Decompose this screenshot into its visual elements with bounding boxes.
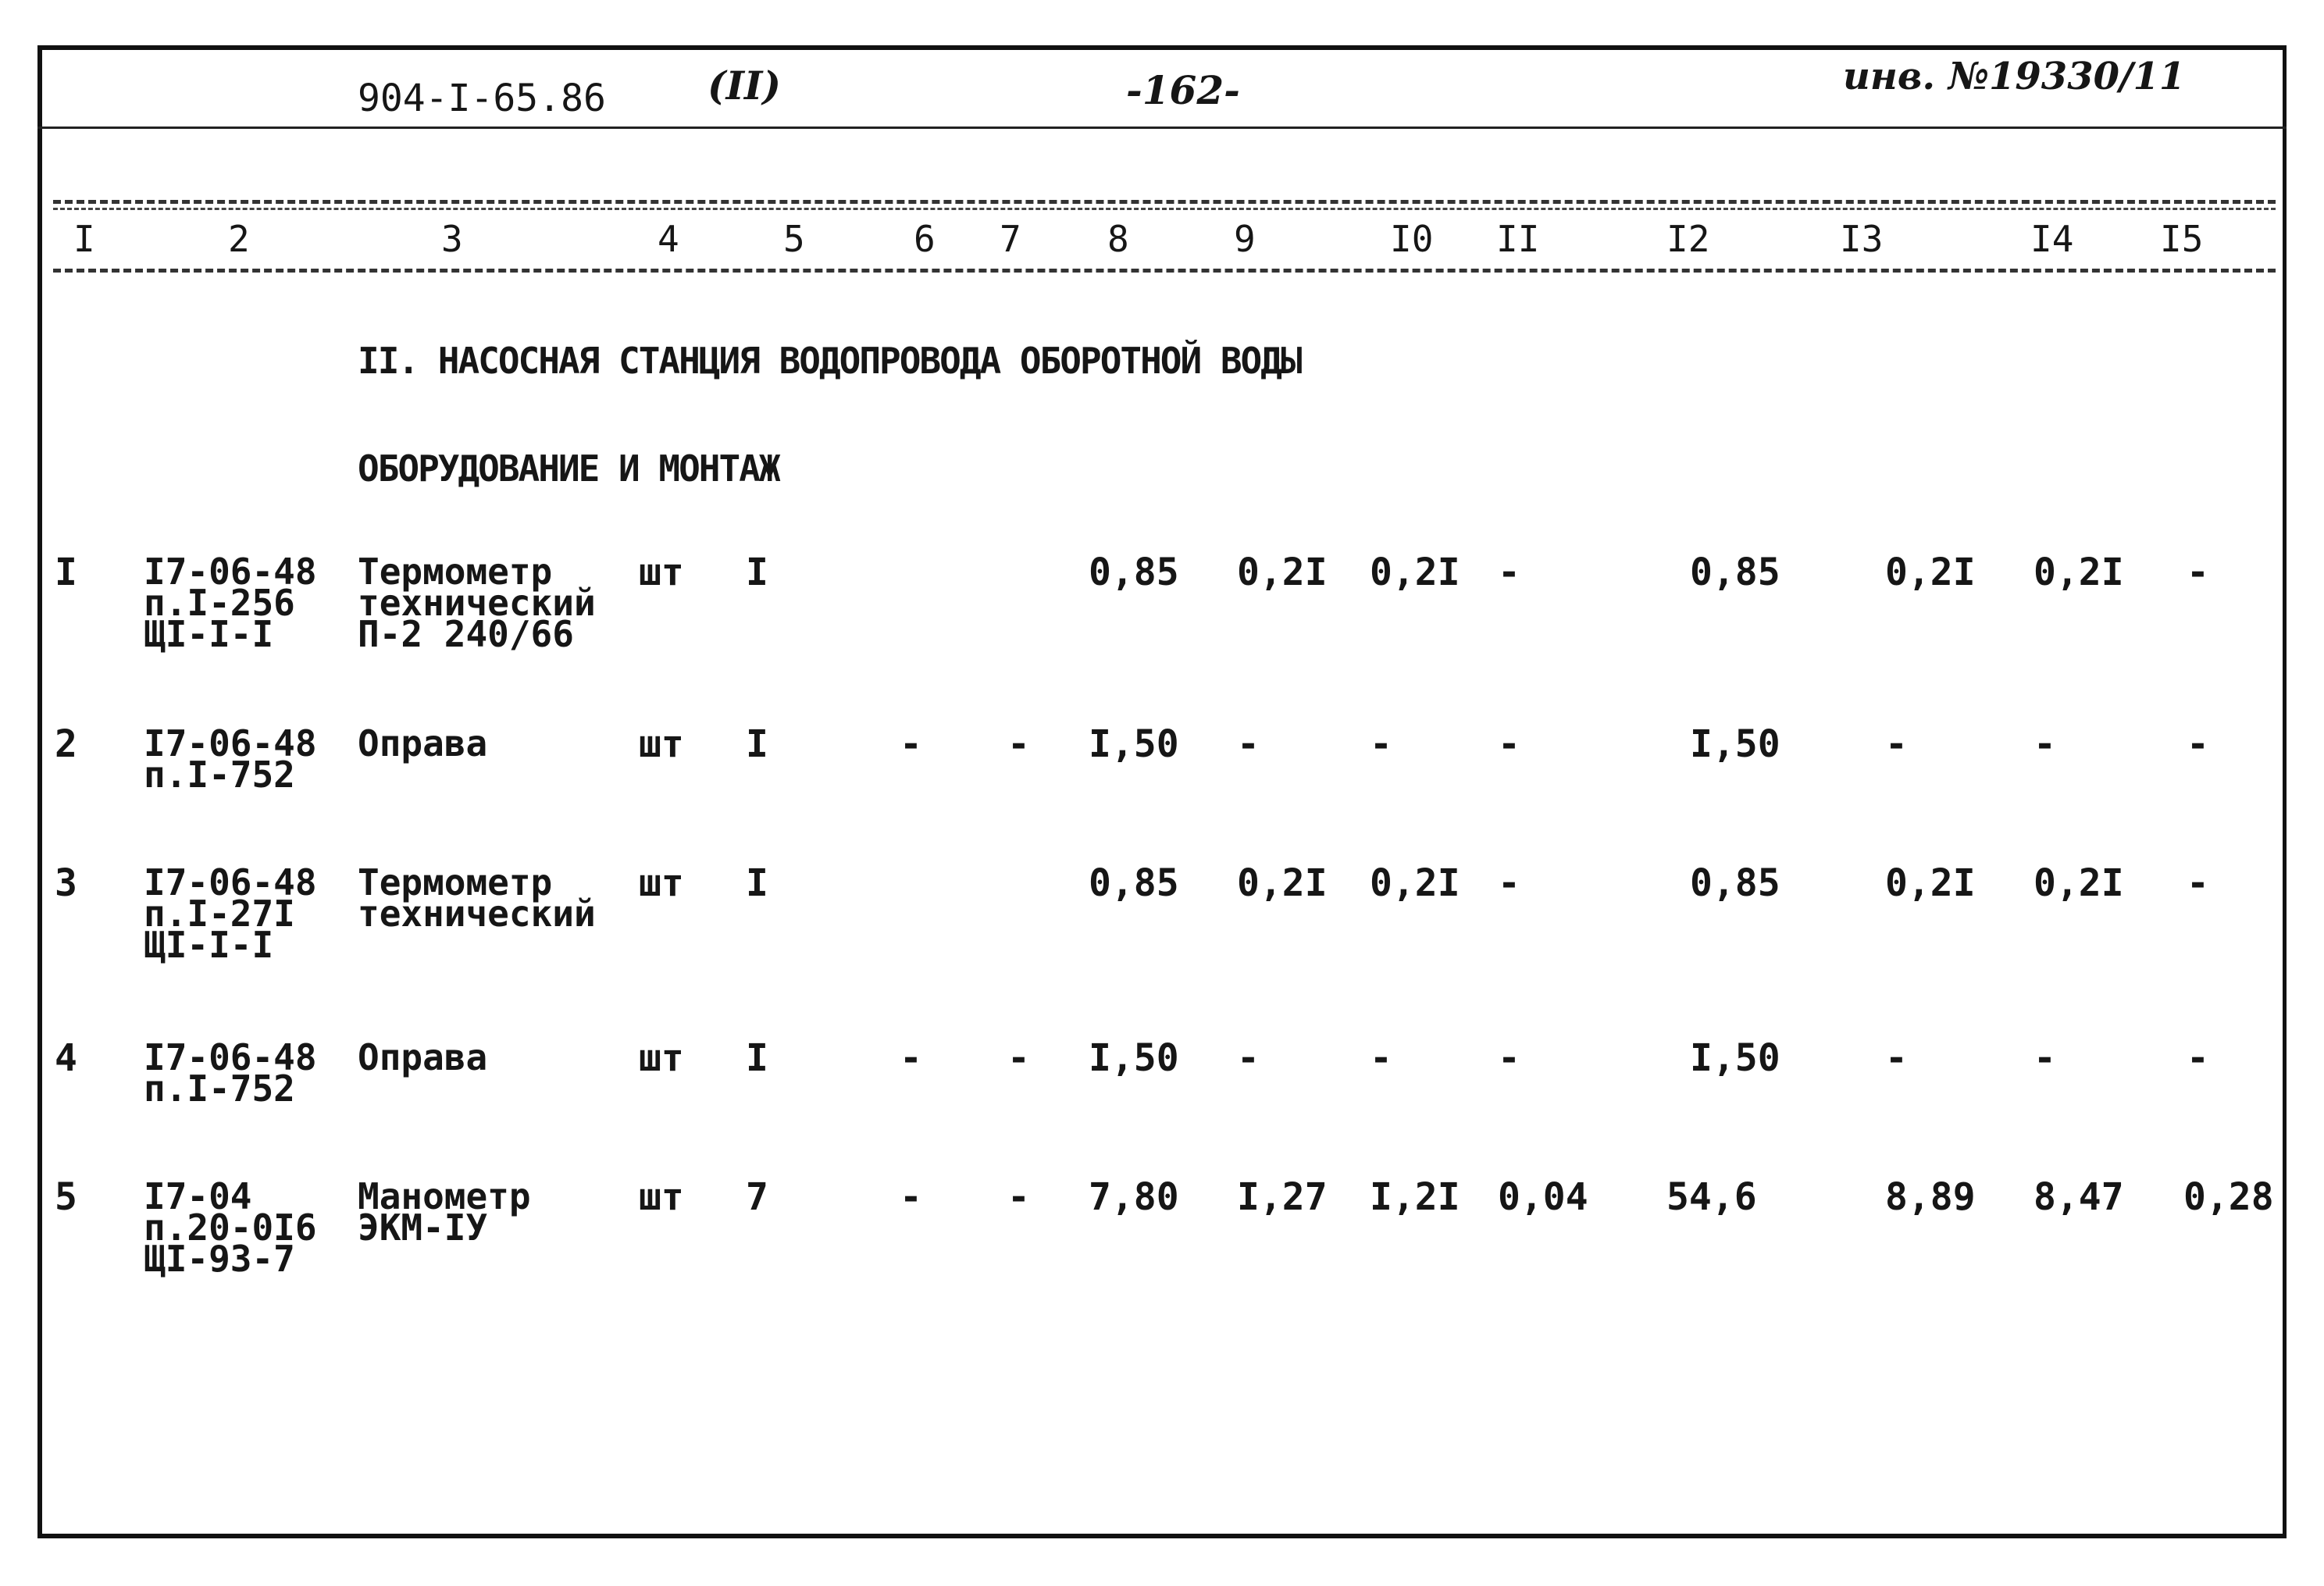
col11-cell: - [1498,551,1520,594]
rate-code-line: п.20-0I6 [144,1206,317,1249]
rate-code-line: п.I-256 [144,582,295,624]
col14-cell: 8,47 [2034,1175,2124,1219]
col8-cell: I,50 [1089,722,1179,766]
column-header-top-rule [53,200,2276,204]
col12-cell: 0,85 [1690,551,1780,594]
col7-cell: - [1007,722,1030,766]
item-name-line: технический [358,893,596,935]
col6-cell: - [900,1036,922,1080]
col11-cell: - [1498,861,1520,905]
col12-cell: I,50 [1690,1036,1780,1080]
col7-cell: - [1007,1036,1030,1080]
quantity-cell: I [746,722,768,766]
column-number: I5 [2160,218,2204,260]
col14-cell: - [2034,722,2056,766]
col14-cell: - [2034,1036,2056,1080]
col8-cell: 0,85 [1089,551,1179,594]
col9-cell: - [1237,1036,1260,1080]
col14-cell: 0,2I [2034,551,2124,594]
column-number: 2 [228,218,250,260]
unit-cell: шт [639,1036,684,1080]
col13-cell: 0,2I [1885,551,1976,594]
col10-cell: 0,2I [1370,861,1460,905]
col9-cell: 0,2I [1237,551,1328,594]
column-number: 5 [783,218,805,260]
item-name-line: Термометр [358,861,553,903]
col12-cell: 0,85 [1690,861,1780,905]
row-number: 3 [55,861,77,905]
column-header-bottom-rule [53,269,2276,273]
column-number: I [73,218,95,260]
col12-cell: 54,6 [1666,1175,1757,1219]
item-name-line: технический [358,582,596,624]
col8-cell: I,50 [1089,1036,1179,1080]
column-number: I3 [1840,218,1884,260]
col15-cell: - [2187,551,2209,594]
col8-cell: 7,80 [1089,1175,1179,1219]
column-number: 9 [1234,218,1256,260]
col15-cell: - [2187,1036,2209,1080]
rate-code-line: ЩI-I-I [144,613,274,655]
item-name-line: Манометр [358,1175,531,1217]
header-divider [37,127,2287,129]
inventory-number: инв. №19330/11 [1843,55,2186,98]
column-header-top-rule-2 [53,208,2276,210]
rate-code-line: ЩI-93-7 [144,1238,295,1280]
col13-cell: - [1885,722,1908,766]
item-name-line: Термометр [358,551,553,593]
col13-cell: 0,2I [1885,861,1976,905]
rate-code-line: п.I-752 [144,1067,295,1110]
col7-cell: - [1007,1175,1030,1219]
col9-cell: I,27 [1237,1175,1328,1219]
column-number: II [1496,218,1540,260]
quantity-cell: 7 [746,1175,768,1219]
col15-cell: - [2187,722,2209,766]
item-name-line: ЭКМ-IУ [358,1206,488,1249]
col6-cell: - [900,722,922,766]
col10-cell: - [1370,1036,1392,1080]
section-subtitle: ОБОРУДОВАНИЕ И МОНТАЖ [358,447,779,490]
quantity-cell: I [746,551,768,594]
col11-cell: - [1498,1036,1520,1080]
col14-cell: 0,2I [2034,861,2124,905]
col15-cell: - [2187,861,2209,905]
col10-cell: 0,2I [1370,551,1460,594]
col11-cell: - [1498,722,1520,766]
col13-cell: - [1885,1036,1908,1080]
row-number: I [55,551,77,594]
quantity-cell: I [746,1036,768,1080]
col9-cell: 0,2I [1237,861,1328,905]
rate-code-line: п.I-27I [144,893,295,935]
row-number: 5 [55,1175,77,1219]
rate-code-line: I7-06-48 [144,551,317,593]
col15-cell: 0,28 [2183,1175,2274,1219]
row-number: 2 [55,722,77,766]
column-number: 6 [914,218,936,260]
unit-cell: шт [639,551,684,594]
unit-cell: шт [639,861,684,905]
column-number: 4 [658,218,679,260]
document-code: 904-I-65.86 [358,77,606,120]
rate-code-line: ЩI-I-I [144,924,274,966]
row-number: 4 [55,1036,77,1080]
column-number: I4 [2030,218,2074,260]
unit-cell: шт [639,1175,684,1219]
rate-code-line: I7-06-48 [144,722,317,764]
rate-code-line: п.I-752 [144,754,295,796]
col12-cell: I,50 [1690,722,1780,766]
rate-code-line: I7-06-48 [144,1036,317,1078]
unit-cell: шт [639,722,684,766]
column-number: 7 [1000,218,1021,260]
section-title: II. НАСОСНАЯ СТАНЦИЯ ВОДОПРОВОДА ОБОРОТНОЙ ВОДЫ [358,340,1301,382]
rate-code-line: I7-04 [144,1175,252,1217]
page-number: -162- [1126,67,1240,113]
column-number: I2 [1666,218,1710,260]
col9-cell: - [1237,722,1260,766]
item-name-line: Оправа [358,1036,488,1078]
col8-cell: 0,85 [1089,861,1179,905]
part-mark: (II) [708,62,782,109]
item-name-line: П-2 240/66 [358,613,574,655]
col6-cell: - [900,1175,922,1219]
rate-code-line: I7-06-48 [144,861,317,903]
column-number: I0 [1390,218,1434,260]
item-name-line: Оправа [358,722,488,764]
column-number: 8 [1107,218,1129,260]
col13-cell: 8,89 [1885,1175,1976,1219]
column-number: 3 [441,218,463,260]
col10-cell: I,2I [1370,1175,1460,1219]
col11-cell: 0,04 [1498,1175,1588,1219]
quantity-cell: I [746,861,768,905]
col10-cell: - [1370,722,1392,766]
